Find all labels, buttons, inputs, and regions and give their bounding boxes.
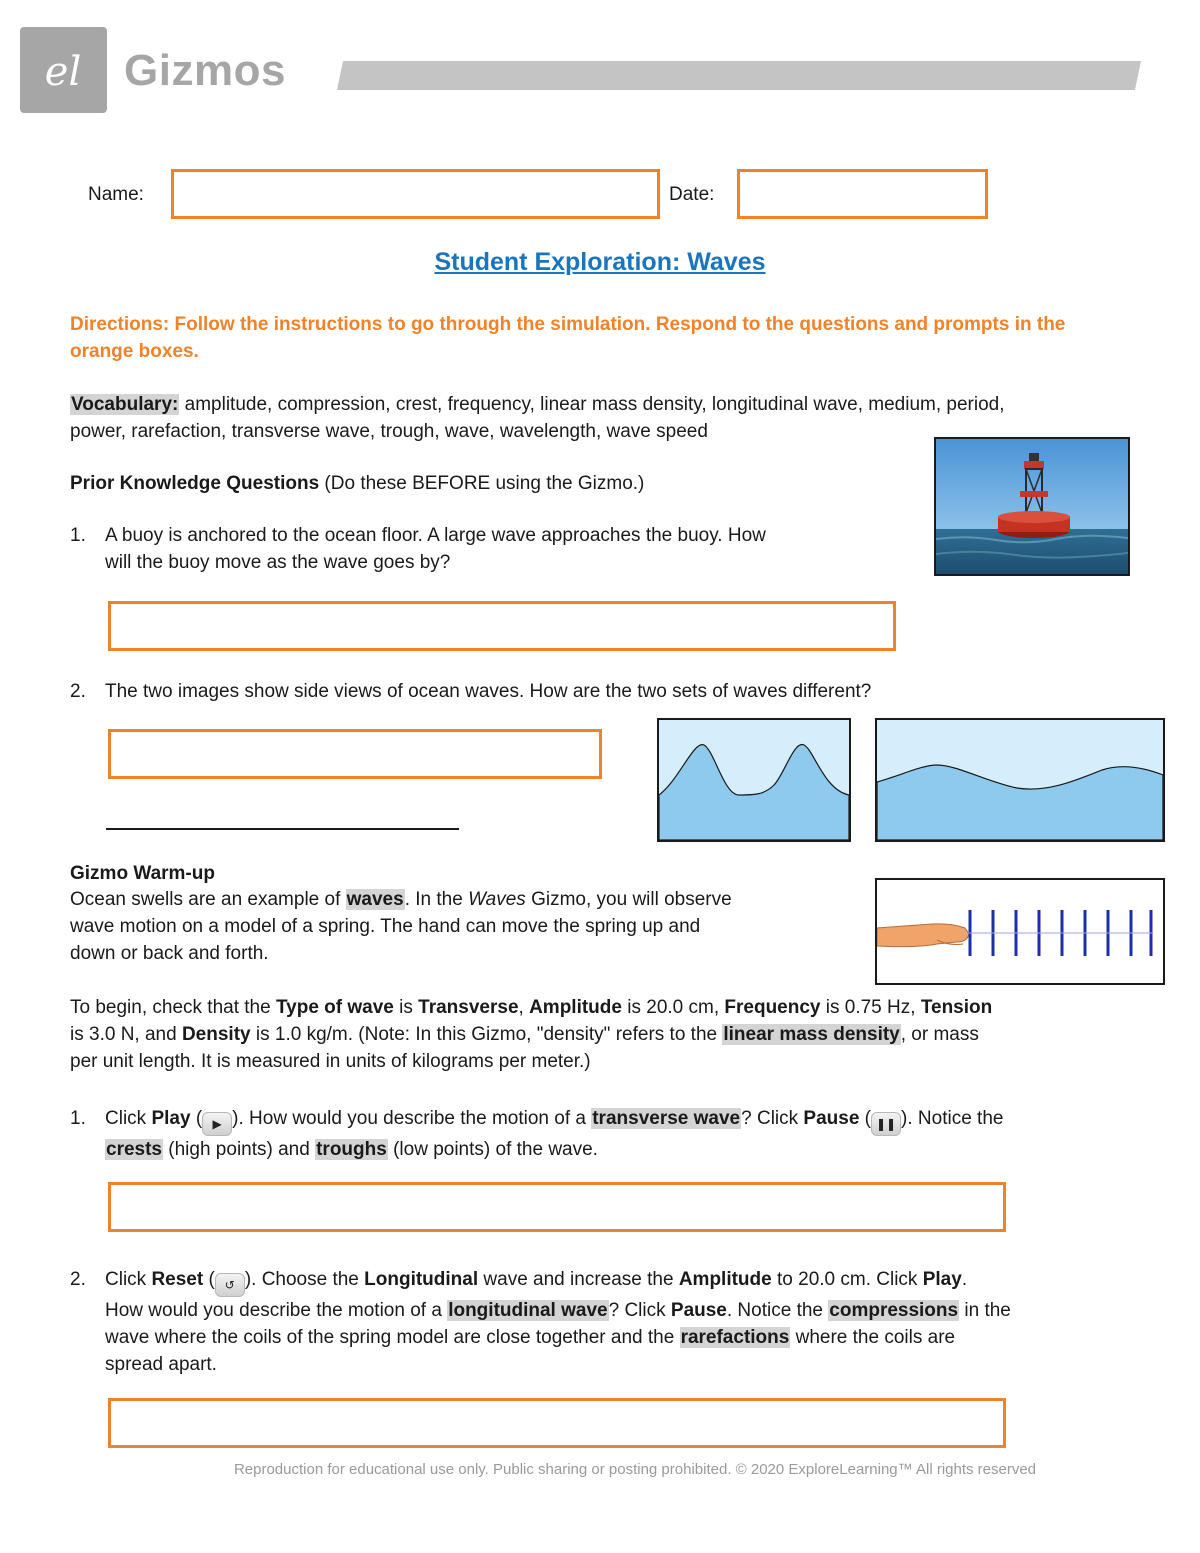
warmup-q1-text: Click Play ( ▶ ). How would you describe the motion of a transverse wave? Click Pause ( ❚❚ ). Notice the crests (high points) and troughs (low points) of the wave. xyxy=(105,1108,1004,1160)
vocabulary: Vocabulary: amplitude, compression, crest, frequency, linear mass density, longitudinal wave, medium, period, power, rarefaction, transverse wave, trough, wave, wavelength, wave speed xyxy=(70,394,1005,442)
prior-q1-answer[interactable] xyxy=(108,601,896,651)
warmup-paragraph-2: To begin, check that the Type of wave is Transverse, Amplitude is 20.0 cm, Frequency is 0.75 Hz, Tension is 3.0 N, and Density is 1.0 kg/m. (Note: In this Gizmo, "density" refers to the linear mass density, or mass per unit length. It is measured in units of kilograms per meter.) xyxy=(70,997,993,1072)
answer-underline xyxy=(106,828,459,830)
prior-knowledge-heading: Prior Knowledge Questions (Do these BEFORE using the Gizmo.) xyxy=(70,473,645,494)
reset-icon: ↺ xyxy=(215,1273,245,1297)
page-title: Student Exploration: Waves xyxy=(434,248,766,276)
warmup-heading: Gizmo Warm-up xyxy=(70,863,215,884)
name-field[interactable] xyxy=(171,169,660,219)
pause-icon: ❚❚ xyxy=(871,1112,901,1136)
vocabulary-label: Vocabulary: xyxy=(71,394,179,415)
directions: Directions: Follow the instructions to go through the simulation. Respond to the questions and prompts in the orange boxes. xyxy=(70,314,1066,362)
date-label: Date: xyxy=(669,184,715,205)
tall-waves-image xyxy=(657,718,851,842)
buoy-image xyxy=(934,437,1130,576)
warmup-q1-number: 1. xyxy=(70,1108,86,1129)
name-label: Name: xyxy=(88,184,144,205)
warmup-paragraph-1: Ocean swells are an example of waves. In the Waves Gizmo, you will observe wave motion on a model of a spring. The hand can move the spring up and down or back and forth. xyxy=(70,889,732,964)
warmup-q2-answer[interactable] xyxy=(108,1398,1006,1448)
brand-name: Gizmos xyxy=(124,46,286,95)
play-icon: ▶ xyxy=(202,1112,232,1136)
gizmos-logo-mark xyxy=(20,27,107,113)
svg-text:el: el xyxy=(44,49,82,95)
el-logo-icon xyxy=(20,27,107,113)
warmup-q1-answer[interactable] xyxy=(108,1182,1006,1232)
prior-q1-number: 1. xyxy=(70,525,86,546)
spring-hand-image xyxy=(875,878,1165,985)
warmup-q2-text: Click Reset ( ↺ ). Choose the Longitudinal wave and increase the Amplitude to 20.0 cm. Click Play. How would you describe the motion of a longitudinal wave? Click Pause. Notice the compressions in the wave where the coils of the spring model are close together and the rarefactions where the coils are spread apart. xyxy=(105,1269,1011,1375)
warmup-q2-number: 2. xyxy=(70,1269,86,1290)
gentle-waves-image xyxy=(875,718,1165,842)
prior-q2-number: 2. xyxy=(70,681,86,702)
date-field[interactable] xyxy=(737,169,988,219)
footer: Reproduction for educational use only. Public sharing or posting prohibited. © 2020 ExploreLearning™ All rights reserved xyxy=(233,1461,1037,1478)
prior-q2-text: The two images show side views of ocean waves. How are the two sets of waves different? xyxy=(105,681,872,702)
prior-q2-answer[interactable] xyxy=(108,729,602,779)
header-bar xyxy=(337,61,1141,90)
prior-q1-text: A buoy is anchored to the ocean floor. A large wave approaches the buoy. How will the buoy move as the wave goes by? xyxy=(105,525,766,573)
